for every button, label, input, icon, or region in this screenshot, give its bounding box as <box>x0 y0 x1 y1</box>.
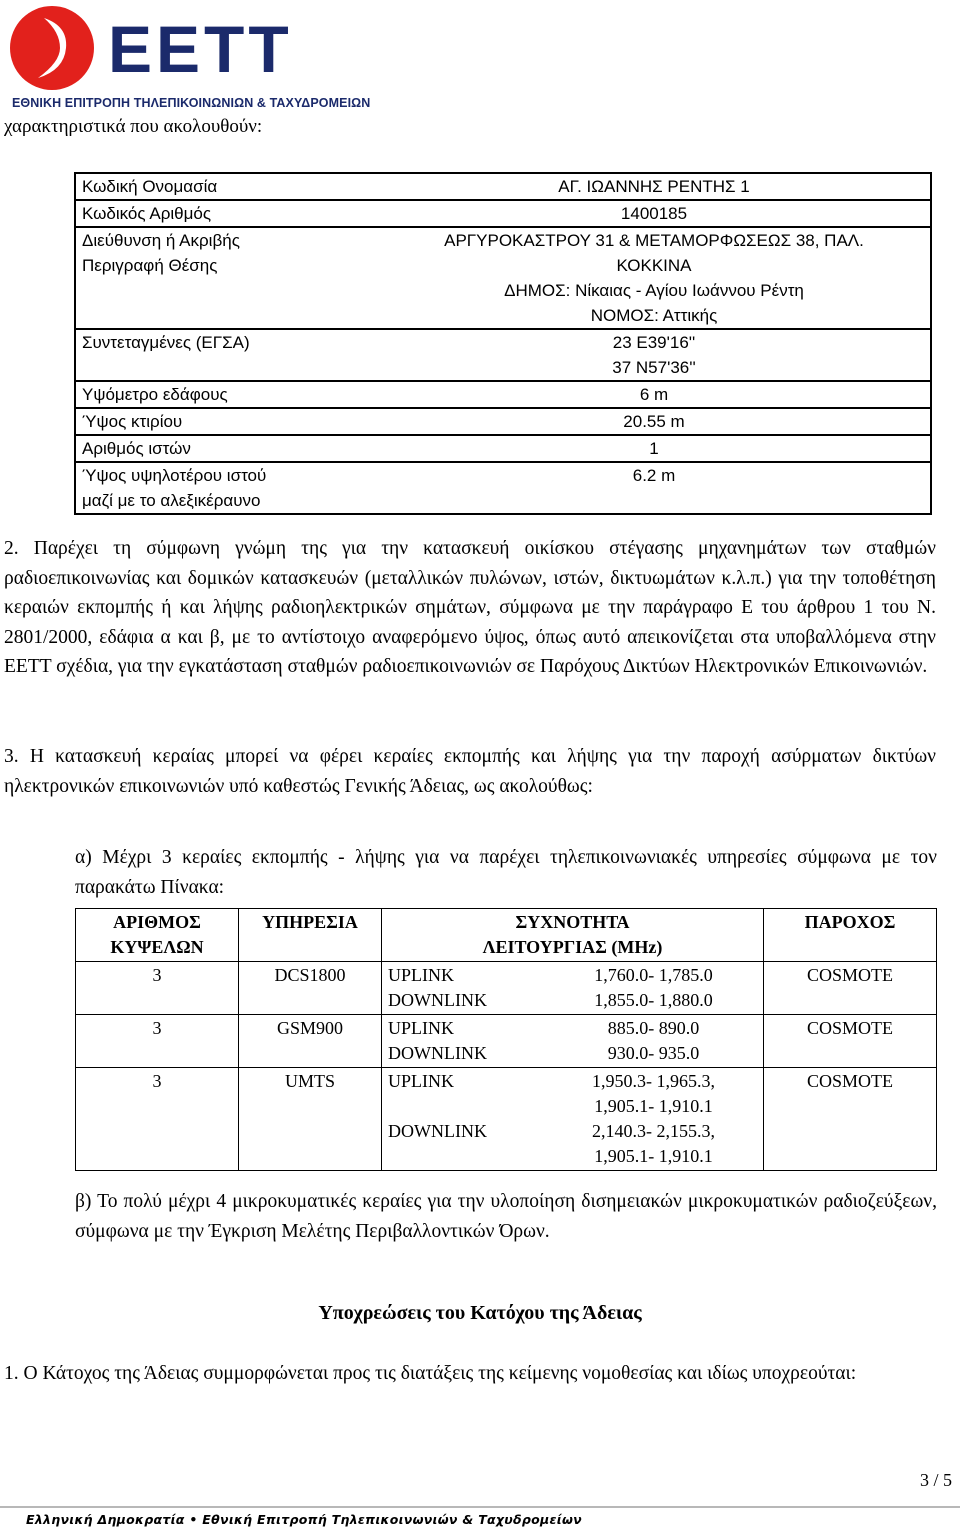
info-value: ΑΡΓΥΡΟΚΑΣΤΡΟΥ 31 & ΜΕΤΑΜΟΡΦΩΣΕΩΣ 38, ΠΑΛ. ΚΟΚΚΙΝΑ ΔΗΜΟΣ: Νίκαιας - Αγίου Ιωάννου Ρέντη ΝΟΜΟΣ: Αττικής <box>378 227 931 329</box>
site-info-table <box>74 172 932 515</box>
info-row <box>75 173 931 200</box>
info-label: Διεύθυνση ή Ακριβής Περιγραφή Θέσης <box>75 227 378 329</box>
intro-text: χαρακτηριστικά που ακολουθούν: <box>4 116 263 137</box>
cell-service: DCS1800 <box>239 962 382 1015</box>
info-label: Υψόμετρο εδάφους <box>75 381 378 408</box>
eett-logo <box>8 4 371 110</box>
footer-divider <box>0 1506 960 1508</box>
cell-link: UPLINK DOWNLINK <box>382 1068 545 1171</box>
frequency-table <box>75 908 937 1171</box>
header-cells: ΑΡΙΘΜΟΣ ΚΥΨΕΛΩΝ <box>76 909 239 962</box>
frequency-row <box>76 1015 937 1068</box>
obligations-heading: Υποχρεώσεις του Κατόχου της Άδειας <box>318 1302 642 1324</box>
cell-service: UMTS <box>239 1068 382 1171</box>
info-row <box>75 200 931 227</box>
info-label: Κωδικός Αριθμός <box>75 200 378 227</box>
cell-service: GSM900 <box>239 1015 382 1068</box>
info-label: Αριθμός ιστών <box>75 435 378 462</box>
obligation-1: 1. Ο Κάτοχος της Άδειας συμμορφώνεται προς τις διατάξεις της κείμενης νομοθεσίας και ιδίως υποχρεούται: <box>4 1363 857 1384</box>
page-number: 3 / 5 <box>919 1470 952 1490</box>
paragraph-2: 2. Παρέχει τη σύμφωνη γνώμη της για την κατασκευή οικίσκου στέγασης μηχανημάτων των σταθμών ραδιοεπικοινωνίας και δομικών κατασκευών (μεταλλικών πυλώνων, ιστών, δικτυωμάτων κ.λ.π.) για την τοποθέτηση κεραιών εκπομπής ή και λήψης ραδιοηλεκτρικών σημάτων, σύμφωνα με την παράγραφο Ε του άρθρου 1 του Ν. 2801/2000, εδάφια α και β, με το αντίστοιχο αναφερόμενο ύψος, όπως αυτό απεικονίζεται στα υποβαλλόμενα στην ΕΕΤΤ σχέδια, για την εγκατάσταση σταθμών ραδιοεπικοινωνιών σε Παρόχους Δικτύων Ηλεκτρονικών Επικοινωνιών. <box>4 538 936 677</box>
logo-wordmark: EETT <box>108 12 293 86</box>
frequency-row <box>76 962 937 1015</box>
info-value: 23 Ε39'16'' 37 Ν57'36'' <box>378 329 931 381</box>
cell-provider: COSMOTE <box>764 1015 937 1068</box>
cell-count: 3 <box>76 962 239 1015</box>
sub-item-a: α) Μέχρι 3 κεραίες εκπομπής - λήψης για να παρέχει τηλεπικοινωνιακές υπηρεσίες σύμφωνα με τον παρακάτω Πίνακα: <box>75 847 937 898</box>
info-label: Ύψος υψηλοτέρου ιστού μαζί με το αλεξικέραυνο <box>75 462 378 514</box>
cell-range: 885.0- 890.0 930.0- 935.0 <box>544 1015 764 1068</box>
info-row <box>75 435 931 462</box>
info-value: 1400185 <box>378 200 931 227</box>
cell-count: 3 <box>76 1015 239 1068</box>
cell-link: UPLINK DOWNLINK <box>382 1015 545 1068</box>
logo-red-circle <box>10 6 94 90</box>
cell-range: 1,950.3- 1,965.3, 1,905.1- 1,910.1 2,140.3- 2,155.3, 1,905.1- 1,910.1 <box>544 1068 764 1171</box>
info-value: ΑΓ. ΙΩΑΝΝΗΣ ΡΕΝΤΗΣ 1 <box>378 173 931 200</box>
footer-text: Ελληνική Δημοκρατία • Εθνική Επιτροπή Τηλεπικοινωνιών & Ταχυδρομείων <box>26 1512 582 1527</box>
paragraph-3: 3. Η κατασκευή κεραίας μπορεί να φέρει κεραίες εκπομπής και λήψης για την παροχή ασύρματων δικτύων ηλεκτρονικών επικοινωνιών υπό καθεστώς Γενικής Άδειας, ως ακολούθως: <box>4 746 936 797</box>
info-row <box>75 462 931 514</box>
frequency-table-header <box>76 909 937 962</box>
logo-subtitle: ΕΘΝΙΚΗ ΕΠΙΤΡΟΠΗ ΤΗΛΕΠΙΚΟΙΝΩΝΙΩΝ & ΤΑΧΥΔΡΟΜΕΙΩΝ <box>12 96 371 110</box>
info-label: Ύψος κτιρίου <box>75 408 378 435</box>
frequency-row <box>76 1068 937 1171</box>
info-row <box>75 329 931 381</box>
info-value: 20.55 m <box>378 408 931 435</box>
cell-count: 3 <box>76 1068 239 1171</box>
cell-link: UPLINK DOWNLINK <box>382 962 545 1015</box>
info-row <box>75 408 931 435</box>
header-provider: ΠΑΡΟΧΟΣ <box>764 909 937 962</box>
cell-range: 1,760.0- 1,785.0 1,855.0- 1,880.0 <box>544 962 764 1015</box>
eett-logo-mark <box>8 4 318 94</box>
header-frequency: ΣΥΧΝΟΤΗΤΑ ΛΕΙΤΟΥΡΓΙΑΣ (MHz) <box>382 909 764 962</box>
info-value: 1 <box>378 435 931 462</box>
info-value: 6 m <box>378 381 931 408</box>
cell-provider: COSMOTE <box>764 1068 937 1171</box>
header-service: ΥΠΗΡΕΣΙΑ <box>239 909 382 962</box>
sub-item-b: β) Το πολύ μέχρι 4 μικροκυματικές κεραίες για την υλοποίηση δισημειακών μικροκυματικών ραδιοζεύξεων, σύμφωνα με την Έγκριση Μελέτης Περιβαλλοντικών Όρων. <box>75 1191 937 1242</box>
info-row <box>75 227 931 329</box>
cell-provider: COSMOTE <box>764 962 937 1015</box>
info-label: Συντεταγμένες (ΕΓΣΑ) <box>75 329 378 381</box>
info-row <box>75 381 931 408</box>
info-value: 6.2 m <box>378 462 931 514</box>
info-label: Κωδική Ονομασία <box>75 173 378 200</box>
